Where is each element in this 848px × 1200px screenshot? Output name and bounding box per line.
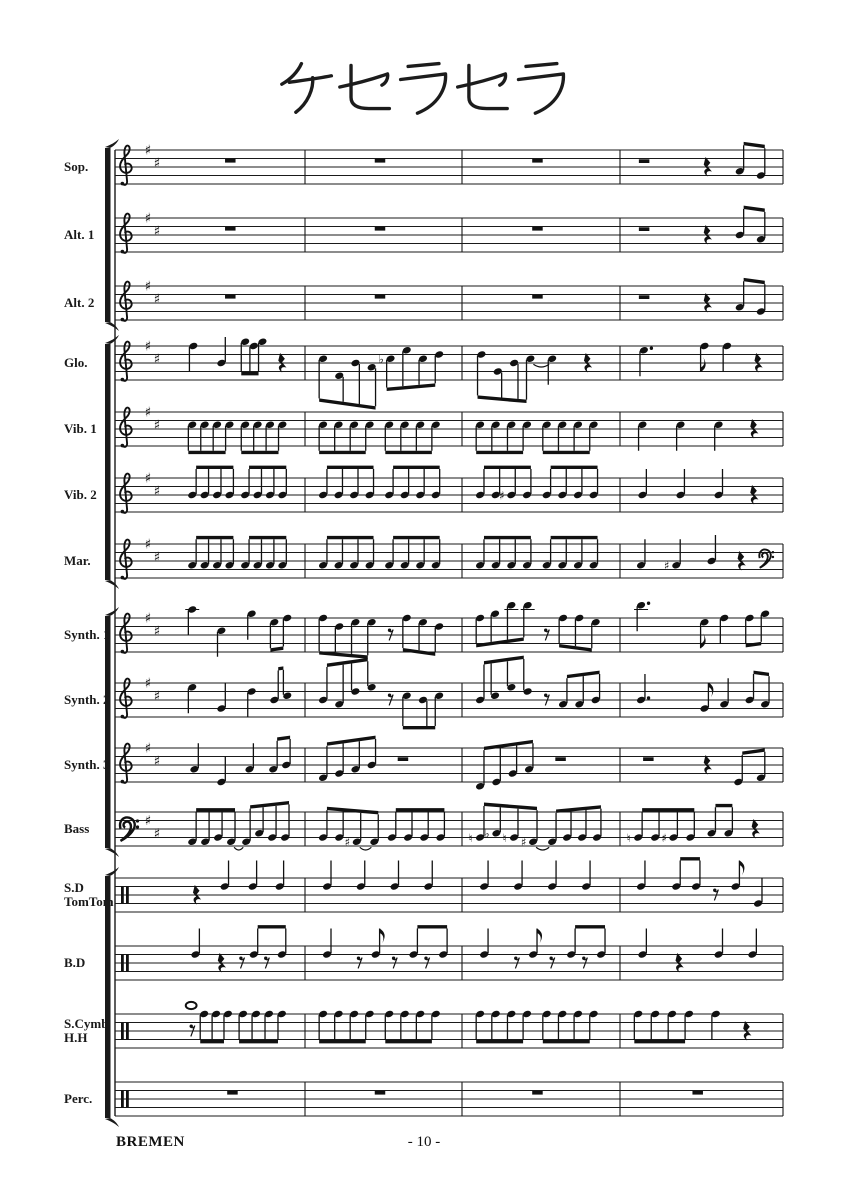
whole-rest bbox=[532, 227, 543, 231]
key-signature-sharp: ♯ bbox=[144, 404, 152, 421]
beam bbox=[327, 466, 374, 469]
beam bbox=[543, 451, 590, 454]
beam bbox=[484, 803, 537, 811]
key-signature-sharp: ♯ bbox=[144, 142, 152, 159]
staff-alt-1 bbox=[115, 206, 783, 254]
percussion-clef-icon bbox=[121, 1023, 124, 1040]
accidental: ♮ bbox=[502, 830, 507, 845]
accidental: ♯ bbox=[520, 835, 527, 850]
accidental: ♯ bbox=[661, 830, 667, 845]
key-signature-sharp: ♯ bbox=[144, 610, 152, 627]
staff-mar- bbox=[115, 535, 783, 579]
eighth-rest bbox=[582, 957, 587, 969]
beam bbox=[393, 466, 440, 469]
staff-vib-1 bbox=[115, 405, 783, 455]
key-signature-sharp: ♯ bbox=[144, 470, 152, 487]
beam bbox=[270, 646, 283, 651]
half-rest bbox=[639, 295, 650, 299]
eighth-rest bbox=[357, 957, 362, 969]
eighth-rest bbox=[424, 957, 429, 969]
beam bbox=[484, 536, 531, 539]
footer-page-number: - 10 - bbox=[407, 1134, 441, 1150]
key-signature-sharp: ♯ bbox=[153, 417, 161, 434]
tie bbox=[360, 847, 372, 850]
staff-label: Synth. 1 bbox=[64, 627, 110, 642]
staff-label: Mar. bbox=[64, 553, 91, 568]
staff-label: Synth. 3 bbox=[64, 757, 110, 772]
eighth-rest bbox=[264, 957, 269, 969]
treble-clef-icon bbox=[120, 679, 132, 718]
key-signature-sharp: ♯ bbox=[144, 278, 152, 295]
augmentation-dot bbox=[647, 602, 650, 605]
beam bbox=[575, 925, 605, 928]
beam bbox=[642, 808, 694, 811]
whole-rest bbox=[375, 159, 386, 163]
key-signature-sharp: ♯ bbox=[144, 210, 152, 227]
beam bbox=[634, 1040, 685, 1043]
beam bbox=[393, 536, 440, 539]
key-signature-sharp: ♯ bbox=[153, 483, 161, 500]
beam bbox=[484, 466, 531, 469]
accidental: ♯ bbox=[344, 835, 351, 850]
half-rest bbox=[639, 227, 650, 231]
whole-rest bbox=[375, 1091, 386, 1095]
beam bbox=[403, 726, 435, 729]
beam bbox=[417, 925, 447, 928]
beam bbox=[241, 451, 278, 454]
staff-perc- bbox=[115, 1082, 783, 1116]
key-signature-sharp: ♯ bbox=[153, 549, 161, 566]
treble-clef-icon bbox=[120, 474, 132, 513]
beam bbox=[250, 801, 289, 809]
staff-label: Synth. 2 bbox=[64, 692, 110, 707]
accidental: ♯ bbox=[664, 558, 670, 573]
eighth-rest bbox=[190, 1025, 195, 1037]
staff-synth-1 bbox=[115, 601, 783, 659]
beam bbox=[249, 466, 286, 469]
beam bbox=[385, 451, 432, 454]
beam bbox=[715, 804, 732, 807]
eighth-flag bbox=[380, 929, 385, 944]
treble-clef-icon bbox=[120, 614, 132, 653]
whole-rest bbox=[532, 295, 543, 299]
tie bbox=[234, 847, 243, 850]
beam bbox=[484, 656, 524, 665]
eighth-rest bbox=[239, 957, 244, 969]
eighth-rest bbox=[549, 957, 554, 969]
beam bbox=[196, 536, 233, 539]
beam bbox=[200, 1040, 224, 1043]
beam bbox=[551, 536, 598, 539]
staff-s-cymb bbox=[115, 1002, 783, 1048]
beam bbox=[258, 925, 286, 928]
whole-rest bbox=[225, 159, 236, 163]
augmentation-dot bbox=[647, 696, 650, 699]
beam bbox=[319, 1040, 366, 1043]
treble-clef-icon bbox=[120, 282, 132, 321]
staff-glo- bbox=[115, 337, 783, 410]
tie bbox=[533, 364, 549, 367]
staff-label: B.D bbox=[64, 955, 86, 970]
whole-rest bbox=[532, 159, 543, 163]
key-signature-sharp: ♯ bbox=[153, 291, 161, 308]
eighth-rest bbox=[388, 629, 393, 641]
key-signature-sharp: ♯ bbox=[153, 623, 161, 640]
beam bbox=[484, 740, 533, 750]
accidental: ♭ bbox=[378, 352, 384, 367]
whole-rest bbox=[375, 295, 386, 299]
beam bbox=[278, 666, 283, 670]
eighth-rest bbox=[544, 629, 549, 641]
staff-bass bbox=[115, 801, 783, 850]
beam bbox=[196, 466, 233, 469]
group-bracket bbox=[105, 607, 119, 857]
staff-label: S.D TomTom bbox=[64, 880, 114, 909]
whole-rest bbox=[375, 227, 386, 231]
augmentation-dot bbox=[650, 347, 653, 350]
beam bbox=[327, 736, 376, 746]
key-signature-sharp: ♯ bbox=[153, 825, 161, 842]
beam bbox=[680, 857, 700, 860]
key-signature-sharp: ♯ bbox=[153, 688, 161, 705]
beam bbox=[476, 451, 523, 454]
beam bbox=[327, 807, 378, 815]
staff-label: Alt. 2 bbox=[64, 295, 95, 310]
beam bbox=[319, 451, 366, 454]
staff-alt-2 bbox=[115, 278, 783, 321]
beam bbox=[385, 1040, 432, 1043]
accidental: ♯ bbox=[499, 488, 505, 503]
staff-vib-2 bbox=[115, 466, 783, 514]
eighth-rest bbox=[514, 957, 519, 969]
accidental: ♮ bbox=[468, 830, 473, 845]
percussion-clef-icon bbox=[121, 1091, 124, 1108]
percussion-clef-icon bbox=[121, 887, 124, 904]
eighth-flag bbox=[708, 683, 713, 698]
whole-rest bbox=[227, 1091, 238, 1095]
beam bbox=[241, 372, 258, 375]
staff-label: Vib. 1 bbox=[64, 421, 97, 436]
treble-clef-icon bbox=[120, 214, 132, 253]
eighth-rest bbox=[392, 957, 397, 969]
beam bbox=[744, 278, 765, 284]
staff-label: S.Cymb H.H bbox=[64, 1016, 109, 1045]
eighth-rest bbox=[388, 694, 393, 706]
half-rest bbox=[639, 159, 650, 163]
accidental: ♮ bbox=[626, 830, 631, 845]
footer-ensemble-name: BREMEN bbox=[116, 1134, 185, 1150]
staff-synth-3 bbox=[115, 736, 783, 791]
staff-label: Glo. bbox=[64, 355, 88, 370]
beam bbox=[277, 736, 290, 741]
beam bbox=[476, 637, 524, 647]
whole-rest bbox=[225, 295, 236, 299]
beam bbox=[188, 451, 225, 454]
beam bbox=[396, 808, 445, 811]
key-signature-sharp: ♯ bbox=[144, 338, 152, 355]
key-signature-sharp: ♯ bbox=[153, 351, 161, 368]
staff-label: Perc. bbox=[64, 1091, 93, 1106]
group-bracket bbox=[105, 867, 119, 1127]
staff-s-d bbox=[115, 857, 783, 912]
key-signature-sharp: ♯ bbox=[153, 155, 161, 172]
key-signature-sharp: ♯ bbox=[144, 740, 152, 757]
percussion-clef-icon bbox=[121, 955, 124, 972]
key-signature-sharp: ♯ bbox=[153, 753, 161, 770]
beam bbox=[196, 808, 235, 811]
beam bbox=[744, 142, 765, 148]
staff-label: Bass bbox=[64, 821, 90, 836]
half-rest bbox=[643, 757, 654, 761]
beam bbox=[746, 642, 762, 648]
treble-clef-icon bbox=[120, 146, 132, 185]
beam bbox=[239, 1040, 278, 1043]
whole-rest bbox=[692, 1091, 703, 1095]
staff-synth-2 bbox=[115, 656, 783, 730]
treble-clef-icon bbox=[120, 540, 132, 579]
beam bbox=[387, 383, 436, 391]
key-signature-sharp: ♯ bbox=[153, 223, 161, 240]
beam bbox=[744, 206, 765, 212]
eighth-rest bbox=[713, 889, 718, 901]
eighth-rest bbox=[544, 694, 549, 706]
whole-rest bbox=[225, 227, 236, 231]
beam bbox=[551, 466, 598, 469]
whole-rest bbox=[532, 1091, 543, 1095]
beam bbox=[742, 748, 765, 755]
beam bbox=[476, 1040, 523, 1043]
beam bbox=[754, 671, 770, 677]
half-rest bbox=[398, 757, 409, 761]
beam bbox=[543, 1040, 590, 1043]
beam bbox=[327, 536, 374, 539]
treble-clef-icon bbox=[120, 408, 132, 447]
eighth-flag bbox=[701, 357, 706, 372]
tie bbox=[536, 847, 549, 850]
half-rest bbox=[555, 757, 566, 761]
staff-label: Alt. 1 bbox=[64, 227, 95, 242]
staff-label: Sop. bbox=[64, 159, 89, 174]
staff-sop- bbox=[115, 142, 783, 185]
beam bbox=[327, 658, 368, 667]
beam bbox=[249, 536, 286, 539]
beam bbox=[319, 398, 375, 409]
staff-label: Vib. 2 bbox=[64, 487, 97, 502]
whole-note bbox=[186, 1002, 197, 1009]
eighth-flag bbox=[537, 929, 542, 944]
eighth-flag bbox=[739, 861, 744, 876]
treble-clef-icon bbox=[120, 744, 132, 783]
key-signature-sharp: ♯ bbox=[144, 675, 152, 692]
treble-clef-icon bbox=[120, 342, 132, 381]
staff-b-d bbox=[115, 925, 783, 980]
accidental: ♭ bbox=[484, 826, 490, 841]
key-signature-sharp: ♯ bbox=[144, 813, 152, 830]
group-bracket bbox=[105, 335, 119, 589]
key-signature-sharp: ♯ bbox=[144, 536, 152, 553]
